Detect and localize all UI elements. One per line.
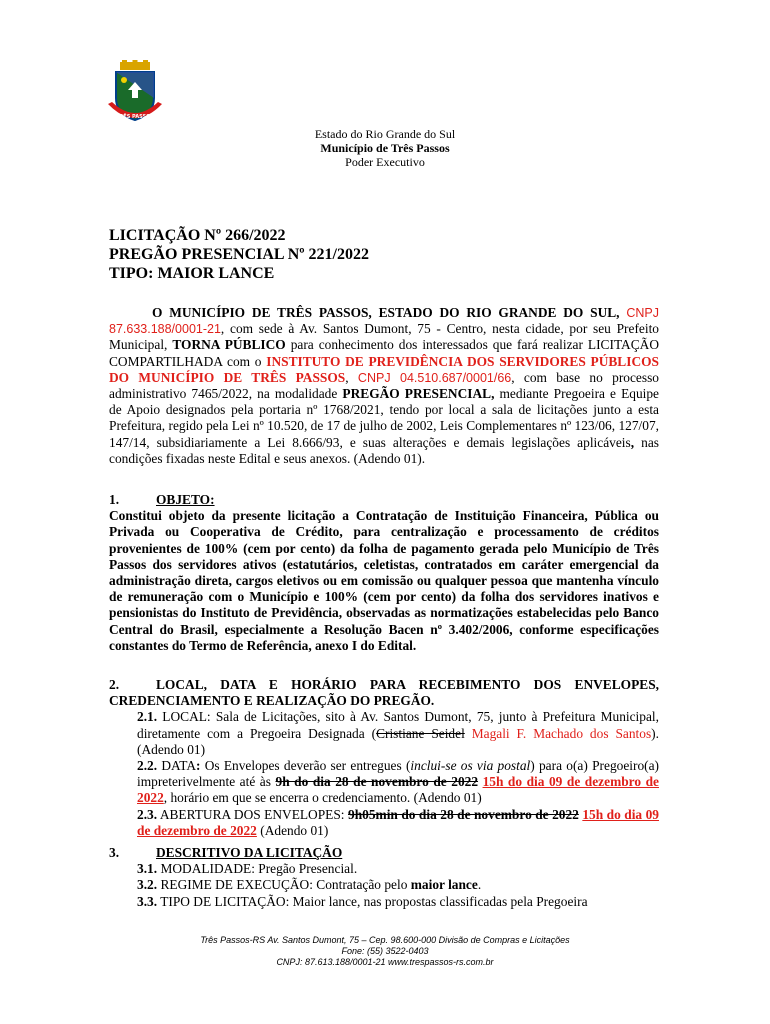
section-heading: OBJETO:: [156, 492, 215, 507]
title-pregao: PREGÃO PRESENCIAL Nº 221/2022: [109, 246, 369, 263]
institute-name: INSTITUTO DE PREVIDÊNCIA DOS SERVIDORES PÚBLICOS DO MUNICÍPIO DE TRÊS PASSOS: [109, 353, 659, 385]
footer-phone: Fone: (55) 3522-0403: [341, 946, 429, 956]
section-heading: DESCRITIVO DA LICITAÇÃO: [156, 845, 343, 860]
footer-cnpj-site: CNPJ: 87.613.188/0001-21 www.trespassos-rs.com.br: [276, 957, 494, 967]
section-descritivo: 3. DESCRITIVO DA LICITAÇÃO 3.1. MODALIDADE: Pregão Presencial. 3.2. REGIME DE EXECUÇÃO: Contratação pelo maior lance. 3.3. TIPO DE LICITAÇÃO: Maior lance, nas propostas classificadas pela Pregoeira: [109, 845, 659, 910]
branch-name: Poder Executivo: [345, 155, 425, 169]
notice-titles: [109, 226, 369, 283]
state-name: Estado do Rio Grande do Sul: [314, 127, 456, 141]
cnpj-municipality: CNPJ 87.633.188/0001-21: [109, 306, 659, 337]
subsection-3-2: 3.2. REGIME DE EXECUÇÃO: Contratação pelo maior lance.: [137, 877, 482, 893]
intro-paragraph: O MUNICÍPIO DE TRÊS PASSOS, ESTADO DO RIO GRANDE DO SUL, CNPJ 87.633.188/0001-21, com sede à Av. Santos Dumont, 75 - Centro, nesta cidade, por seu Prefeito Municipal, TORNA PÚBLICO para conhecimento dos interessados que fará realizar LICITAÇÃO COMPARTILHADA com o INSTITUTO DE PREVIDÊNCIA DOS SERVIDORES PÚBLICOS DO MUNICÍPIO DE TRÊS PASSOS, CNPJ 04.510.687/0001/66, com base no processo administrativo 7465/2022, na modalidade PREGÃO PRESENCIAL, mediante Pregoeira e Equipe de Apoio designados pela portaria nº 1768/2021, tendo por local a sala de licitações junto a esta Prefeitura, regido pela Lei nº 10.520, de 17 de julho de 2002, Leis Complementares nº 123/06, 127/07, 147/14, subsidiariamente a Lei 8.666/93, e suas alterações e demais legislações aplicáveis, nas condições fixadas neste Edital e seus anexos. (Adendo 01).: [109, 305, 659, 466]
objeto-text: Constitui objeto da presente licitação a Contratação de Instituição Financeira, Pública ou Privada ou Cooperativa de Crédito, para centralização e processamento de créditos provenientes de 100% (cem por cento) da folha de pagamento gerada pelo Município de Três Passos dos servidores ativos (estatutários, celetistas, contratados em caráter emergencial da administração direta, cargos eletivos ou em comissão ou qualquer pessoa que mantenha vínculo de remuneração com o Município e 100% (cem por cento) da folha dos servidores inativos e pensionistas do Instituto de Previdência, observadas as normatizações estabelecidas pelo Banco Central do Brasil, especialmente a Resolução Bacen nº 3.402/2006, conforme especificações constantes do Termo de Referência, anexo I do Edital.: [109, 508, 659, 653]
subsection-2-1: 2.1. LOCAL: Sala de Licitações, sito à Av. Santos Dumont, 75, junto à Prefeitura Municipal, diretamente com a Pregoeira Designada (Cristiane Seidel Magali F. Machado dos Santos). (Adendo 01): [137, 709, 659, 757]
svg-text:TRÊS PASSOS: TRÊS PASSOS: [116, 114, 154, 120]
letterhead: [0, 127, 770, 169]
cnpj-institute: CNPJ 04.510.687/0001/66: [357, 370, 512, 385]
section-objeto: 1. OBJETO: Constitui objeto da presente licitação a Contratação de Instituição Financeira, Pública ou Privada ou Cooperativa de Crédito, para centralização e processamento de créditos provenientes de 100% (cem por cento) da folha de pagamento gerada pelo Município de Três Passos dos servidores ativos (estatutários, celetistas, contratados em caráter emergencial da administração direta, cargos eletivos ou em comissão ou qualquer pessoa que mantenha vínculo de remuneração com o Município e 100% (cem por cento) da folha dos servidores inativos e pensionistas do Instituto de Previdência, observadas as normatizações estabelecidas pelo Banco Central do Brasil, especialmente a Resolução Bacen nº 3.402/2006, conforme especificações constantes do Termo de Referência, anexo I do Edital.: [109, 492, 659, 653]
section-heading: LOCAL, DATA E HORÁRIO PARA RECEBIMENTO DOS ENVELOPES, CREDENCIAMENTO E REALIZAÇÃO DO PREGÃO.: [109, 677, 659, 709]
section-local-data: 2. LOCAL, DATA E HORÁRIO PARA RECEBIMENTO DOS ENVELOPES, CREDENCIAMENTO E REALIZAÇÃO DO PREGÃO. 2.1. LOCAL: Sala de Licitações, sito à Av. Santos Dumont, 75, junto à Prefeitura Municipal, diretamente com a Pregoeira Designada (Cristiane Seidel Magali F. Machado dos Santos). (Adendo 01) 2.2. DATA: Os Envelopes deverão ser entregues (inclui-se os via postal) para o(a) Pregoeiro(a) impreterivelmente até às 9h do dia 28 de novembro de 2022 15h do dia 09 de dezembro de 2022, horário em que se encerra o credenciamento. (Adendo 01) 2.3. ABERTURA DOS ENVELOPES: 9h05min do dia 28 de novembro de 2022 15h do dia 09 de dezembro de 2022 (Adendo 01): [109, 677, 660, 838]
subsection-2-2: 2.2. DATA: Os Envelopes deverão ser entregues (inclui-se os via postal) para o(a) Pregoeiro(a) impreterivelmente até às 9h do dia 28 de novembro de 2022 15h do dia 09 de dezembro de 2022, horário em que se encerra o credenciamento. (Adendo 01): [137, 758, 660, 806]
subsection-3-1: 3.1. MODALIDADE: Pregão Presencial.: [137, 861, 358, 877]
footer-address: Três Passos-RS Av. Santos Dumont, 75 – Cep. 98.600-000 Divisão de Compras e Licitações: [200, 935, 570, 945]
subsection-3-3: 3.3. TIPO DE LICITAÇÃO: Maior lance, nas propostas classificadas pela Pregoeira: [137, 893, 588, 909]
municipality-name: Município de Três Passos: [320, 141, 450, 155]
title-licitacao: LICITAÇÃO Nº 266/2022: [109, 227, 286, 244]
subsection-2-3: 2.3. ABERTURA DOS ENVELOPES: 9h05min do dia 28 de novembro de 2022 15h do dia 09 de dezembro de 2022 (Adendo 01): [137, 806, 659, 838]
title-tipo: TIPO: MAIOR LANCE: [109, 265, 275, 282]
page-footer: [0, 935, 770, 968]
coat-of-arms-logo: [104, 60, 166, 130]
